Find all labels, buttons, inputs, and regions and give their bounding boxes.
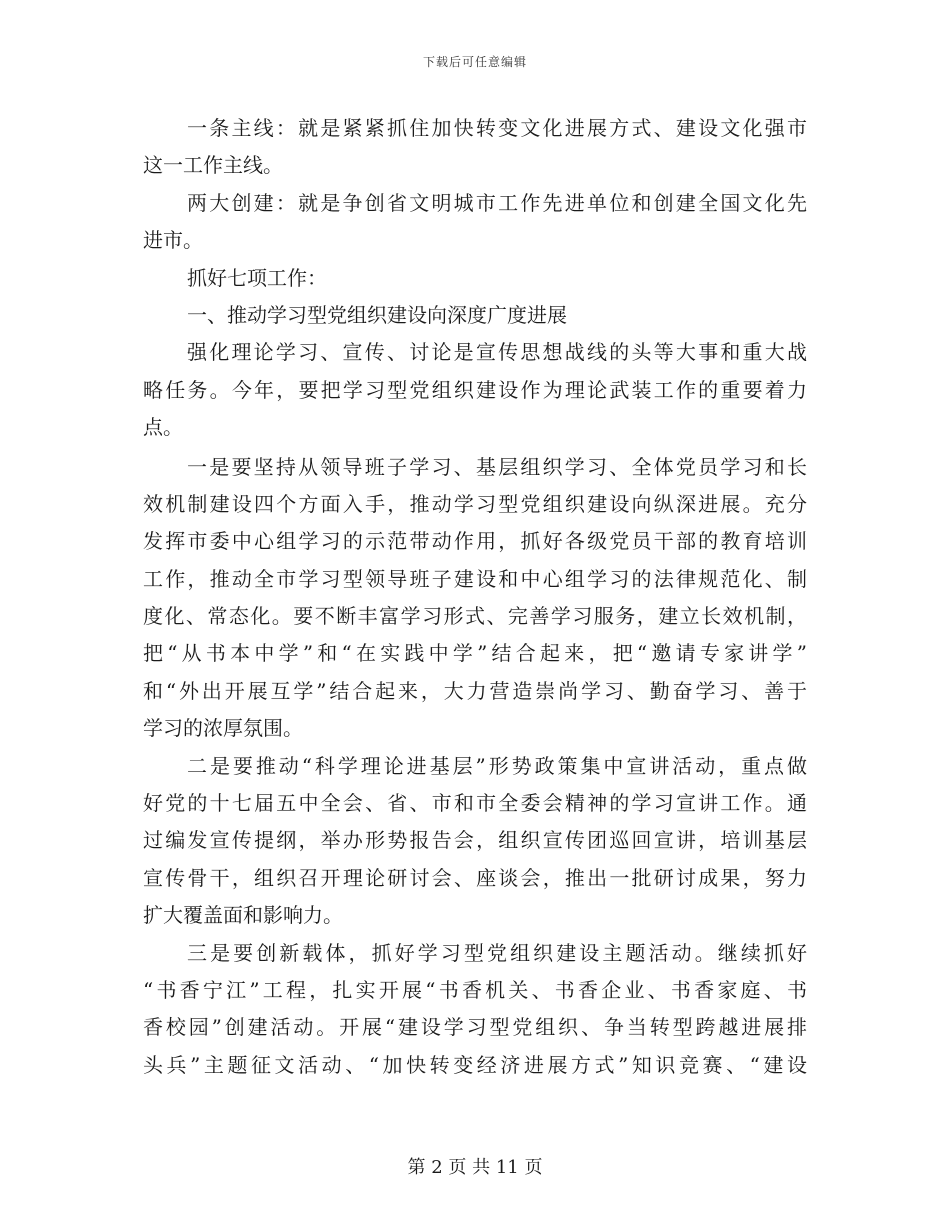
paragraph-line: 香校园”创建活动。开展“建设学习型党组织、争当转型跨越进展排 [143,1015,807,1040]
paragraph-line: 一条主线：就是紧紧抓住加快转变文化进展方式、建设文化强市 [187,116,807,140]
paragraph-line: 一是要坚持从领导班子学习、基层组织学习、全体党员学习和长 [187,454,807,479]
paragraph-line: 强化理论学习、宣传、讨论是宣传思想战线的头等大事和重大战 [187,340,807,365]
paragraph-line: 二是要推动“科学理论进基层”形势政策集中宣讲活动，重点做 [187,753,807,778]
paragraph-line: 宣传骨干，组织召开理论研讨会、座谈会，推出一批研讨成果，努力 [143,865,807,890]
paragraph-line: 点。 [143,415,183,440]
paragraph-line: 工作，推动全市学习型领导班子建设和中心组学习的法律规范化、制 [143,566,807,591]
paragraph-line: 和“外出开展互学”结合起来，大力营造崇尚学习、勤奋学习、善于 [143,678,807,703]
paragraph-line: 扩大覆盖面和影响力。 [143,903,343,928]
paragraph-line: 过编发宣传提纲，举办形势报告会，组织宣传团巡回宣讲，培训基层 [143,828,807,853]
page-number: 第 2 页 共 11 页 [407,1157,543,1178]
paragraph-line: 头兵”主题征文活动、“加快转变经济进展方式”知识竞赛、“建设 [143,1052,807,1077]
paragraph-line: 抓好七项工作： [187,265,327,290]
section-heading: 一、推动学习型党组织建设向深度广度进展 [187,302,567,327]
paragraph-line: 效机制建设四个方面入手，推动学习型党组织建设向纵深进展。充分 [143,491,807,516]
paragraph-line: 两大创建：就是争创省文明城市工作先进单位和创建全国文化先 [187,190,807,215]
paragraph-line: 把“从书本中学”和“在实践中学”结合起来，把“邀请专家讲学” [143,641,807,666]
paragraph-line: 发挥市委中心组学习的示范带动作用，抓好各级党员干部的教育培训 [143,529,807,554]
paragraph-line: 这一工作主线。 [143,153,283,178]
paragraph-line: 学习的浓厚氛围。 [143,716,303,741]
paragraph-line: “书香宁江”工程，扎实开展“书香机关、书香企业、书香家庭、书 [143,977,807,1002]
paragraph-line: 好党的十七届五中全会、省、市和市全委会精神的学习宣讲工作。通 [143,791,807,816]
paragraph-line: 度化、常态化。要不断丰富学习形式、完善学习服务，建立长效机制， [143,604,807,629]
page-header-note: 下载后可任意编辑 [422,55,527,69]
paragraph-line: 略任务。今年，要把学习型党组织建设作为理论武装工作的重要着力 [143,377,807,402]
document-body [143,110,807,1084]
paragraph-line: 进市。 [143,228,203,253]
paragraph-line: 三是要创新载体，抓好学习型党组织建设主题活动。继续抓好 [187,940,807,965]
